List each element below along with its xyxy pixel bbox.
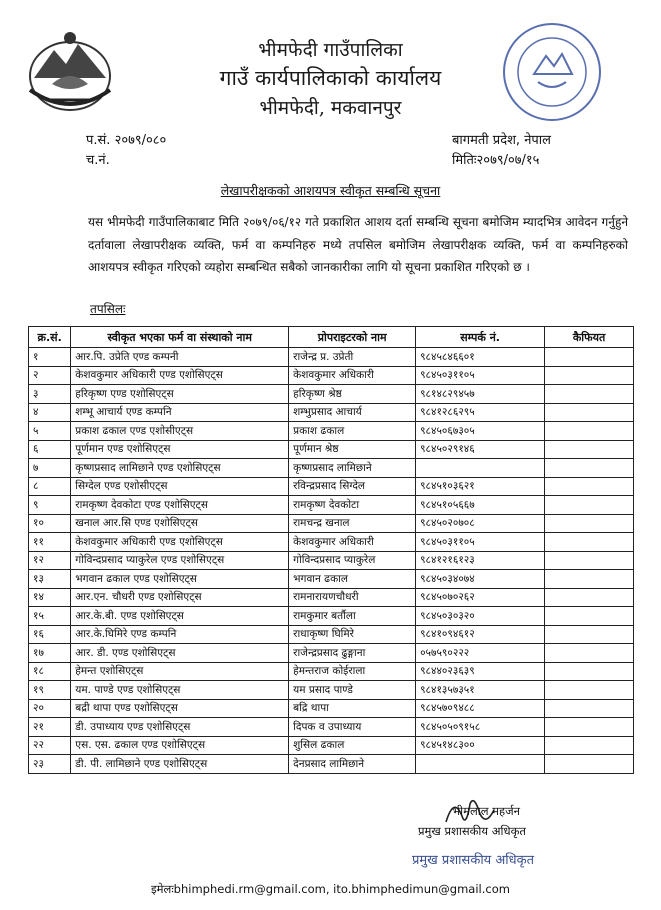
- contact-cell: ९८४५०६७३०५: [416, 422, 545, 441]
- proprietor-cell: दिपक व उपाध्याय: [289, 718, 416, 737]
- proprietor-cell: राधाकृष्ण घिमिरे: [289, 625, 416, 644]
- table-row: [29, 755, 634, 774]
- proprietor-cell: रविन्द्रप्रसाद सिग्देल: [289, 477, 416, 496]
- remarks-cell: [545, 718, 634, 737]
- contact-cell: ९८४४०२३६३९: [416, 662, 545, 681]
- table-row: [29, 403, 634, 422]
- remarks-cell: [545, 385, 634, 404]
- serial-cell: १४: [29, 588, 71, 607]
- serial-cell: १७: [29, 644, 71, 663]
- table-row: [29, 570, 634, 589]
- proprietor-cell: रामकृष्ण देवकोटा: [289, 496, 416, 515]
- column-header: सम्पर्क नं.: [416, 327, 545, 348]
- firm-name-cell: हेमन्त एशोसिएट्स: [71, 662, 289, 681]
- proprietor-cell: केशवकुमार अधिकारी: [289, 366, 416, 385]
- table-row: [29, 514, 634, 533]
- table-row: [29, 681, 634, 700]
- table-row: [29, 662, 634, 681]
- table-row: [29, 366, 634, 385]
- serial-cell: ९: [29, 496, 71, 515]
- remarks-cell: [545, 699, 634, 718]
- serial-cell: ११: [29, 533, 71, 552]
- contact-cell: ९८४५१०३६२१: [416, 477, 545, 496]
- contact-cell: ०५७५९०२२२: [416, 644, 545, 663]
- serial-cell: १९: [29, 681, 71, 700]
- remarks-cell: [545, 736, 634, 755]
- table-row: [29, 459, 634, 478]
- reference-number: प.सं. २०७९/०८०: [86, 133, 167, 148]
- contact-cell: ९८४५८४६६०१: [416, 348, 545, 367]
- remarks-cell: [545, 422, 634, 441]
- contact-cell: ९८४५०२९१४६: [416, 440, 545, 459]
- serial-cell: १०: [29, 514, 71, 533]
- firm-name-cell: रामकृष्ण देवकोटा एण्ड एशोसिएट्स: [71, 496, 289, 515]
- column-header: स्वीकृत भएका फर्म वा संस्थाको नाम: [71, 327, 289, 348]
- proprietor-cell: यम प्रसाद पाण्डे: [289, 681, 416, 700]
- remarks-cell: [545, 514, 634, 533]
- contact-cell: ९८४५०३११०५: [416, 366, 545, 385]
- table-row: [29, 440, 634, 459]
- table-row: [29, 477, 634, 496]
- dispatch-number: च.नं.: [86, 153, 110, 168]
- firm-name-cell: आर.के.घिमिरे एण्ड कम्पनि: [71, 625, 289, 644]
- table-row: [29, 644, 634, 663]
- proprietor-cell: देनप्रसाद लामिछाने: [289, 755, 416, 774]
- serial-cell: ८: [29, 477, 71, 496]
- table-row: [29, 422, 634, 441]
- firm-name-cell: यम. पाण्डे एण्ड एशोसिएट्स: [71, 681, 289, 700]
- proprietor-cell: राजेन्द्रप्रसाद ढुङ्गाना: [289, 644, 416, 663]
- table-row: [29, 551, 634, 570]
- column-header: कैफियत: [545, 327, 634, 348]
- firm-name-cell: डी. पी. लामिछाने एण्ड एशोसिएट्स: [71, 755, 289, 774]
- firm-name-cell: बद्री थापा एण्ड एशोसिएट्स: [71, 699, 289, 718]
- table-row: [29, 588, 634, 607]
- contact-cell: ९८४१०९४६१२: [416, 625, 545, 644]
- proprietor-cell: केशवकुमार अधिकारी: [289, 533, 416, 552]
- contact-cell: [416, 459, 545, 478]
- table-row: [29, 699, 634, 718]
- serial-cell: ६: [29, 440, 71, 459]
- serial-cell: १३: [29, 570, 71, 589]
- contact-cell: ९८४५१४८३००: [416, 736, 545, 755]
- firm-name-cell: शम्भू आचार्य एण्ड कम्पनि: [71, 403, 289, 422]
- signatory-title: प्रमुख प्रशासकीय अधिकृत: [418, 824, 526, 838]
- firm-name-cell: सिग्देल एण्ड एशोसीएट्स: [71, 477, 289, 496]
- serial-cell: १५: [29, 607, 71, 626]
- proprietor-cell: कृष्णप्रसाद लामिछाने: [289, 459, 416, 478]
- notice-date: मितिः२०७९/०७/१५: [452, 153, 540, 168]
- table-row: [29, 736, 634, 755]
- proprietor-cell: रामकुमार बर्तौला: [289, 607, 416, 626]
- remarks-cell: [545, 348, 634, 367]
- serial-cell: १८: [29, 662, 71, 681]
- table-header-row: [29, 327, 634, 348]
- serial-cell: १: [29, 348, 71, 367]
- contact-cell: ९८४५०५०९१५८: [416, 718, 545, 737]
- remarks-cell: [545, 403, 634, 422]
- remarks-cell: [545, 588, 634, 607]
- contact-cell: [416, 755, 545, 774]
- firm-name-cell: डी. उपाध्याय एण्ड एशोसिएट्स: [71, 718, 289, 737]
- serial-cell: १२: [29, 551, 71, 570]
- contact-cell: ९८४१२८६२९५: [416, 403, 545, 422]
- proprietor-cell: बद्रि थापा: [289, 699, 416, 718]
- firm-name-cell: एस. एस. ढकाल एण्ड एशोसिएट्स: [71, 736, 289, 755]
- serial-cell: २३: [29, 755, 71, 774]
- designation-stamp: प्रमुख प्रशासकीय अधिकृत: [412, 853, 535, 868]
- proprietor-cell: पूर्णमान श्रेष्ठ: [289, 440, 416, 459]
- footer-emails: इमेलःbhimphedi.rm@gmail.com, ito.bhimphedimun@gmail.com: [151, 882, 510, 896]
- contact-cell: ९८४५०३११०५: [416, 533, 545, 552]
- remarks-cell: [545, 607, 634, 626]
- serial-cell: २२: [29, 736, 71, 755]
- serial-cell: ७: [29, 459, 71, 478]
- proprietor-cell: भगवान ढकाल: [289, 570, 416, 589]
- remarks-cell: [545, 533, 634, 552]
- remarks-cell: [545, 551, 634, 570]
- proprietor-cell: शुसिल ढकाल: [289, 736, 416, 755]
- table-row: [29, 496, 634, 515]
- serial-cell: ३: [29, 385, 71, 404]
- remarks-cell: [545, 477, 634, 496]
- firm-name-cell: कृष्णप्रसाद लामिछाने एण्ड एशोसिएट्स: [71, 459, 289, 478]
- firm-name-cell: हरिकृष्ण एण्ड एशोसिएट्स: [71, 385, 289, 404]
- remarks-cell: [545, 496, 634, 515]
- table-row: [29, 718, 634, 737]
- serial-cell: १६: [29, 625, 71, 644]
- table-body: [29, 348, 634, 774]
- firm-name-cell: भगवान ढकाल एण्ड एशोसिएट्स: [71, 570, 289, 589]
- notice-body: यस भीमफेदी गाउँपालिकाबाट मिति २०७९/०६/१२ गते प्रकाशित आशय दर्ता सम्बन्धि सूचना बमोजिम म्यादभित्र आवेदन गर्नुहुने दर्तावाला लेखापरीक्षक व्यक्ति, फर्म वा कम्पनिहरु मध्ये तपसिल बमोजिम लेखापरीक्षक व्यक्ति, फर्म वा कम्पनिहरुको आशयपत्र स्वीकृत गरिएको व्यहोरा सम्बन्धित सबैको जानकारीका लागि यो सूचना प्रकाशित गरिएको छ ।: [88, 215, 628, 274]
- signatory-name: भीमलाल महर्जन: [452, 804, 521, 818]
- remarks-cell: [545, 625, 634, 644]
- serial-cell: ५: [29, 422, 71, 441]
- contact-cell: ९८४१३५७३५१: [416, 681, 545, 700]
- proprietor-cell: शम्भुप्रसाद आचार्य: [289, 403, 416, 422]
- proprietor-cell: हेमन्तराज कोईराला: [289, 662, 416, 681]
- contact-cell: ९८४१२१६१२३: [416, 551, 545, 570]
- table-row: [29, 625, 634, 644]
- contact-cell: ९८४५०३०३२०: [416, 607, 545, 626]
- remarks-cell: [545, 681, 634, 700]
- table-row: [29, 533, 634, 552]
- approved-auditors-table: [28, 326, 634, 774]
- firm-name-cell: पूर्णमान एण्ड एशोसिएट्स: [71, 440, 289, 459]
- firm-name-cell: आर.पि. उप्रेति एण्ड कम्पनी: [71, 348, 289, 367]
- table-row: [29, 607, 634, 626]
- firm-name-cell: केशवकुमार अधिकारी एण्ड एशोसिएट्स: [71, 533, 289, 552]
- proprietor-cell: रामनारायणचौधरी: [289, 588, 416, 607]
- province-label: बागमती प्रदेश, नेपाल: [452, 133, 551, 148]
- contact-cell: ९८४५१०५६६७: [416, 496, 545, 515]
- firm-name-cell: आर. डी. एण्ड एशोसिएट्स: [71, 644, 289, 663]
- serial-cell: २०: [29, 699, 71, 718]
- remarks-cell: [545, 662, 634, 681]
- firm-name-cell: केशवकुमार अधिकारी एण्ड एशोसिएट्स: [71, 366, 289, 385]
- proprietor-cell: राजेन्द्र प्र. उप्रेती: [289, 348, 416, 367]
- office-name: गाउँ कार्यपालिकाको कार्यालय: [219, 66, 442, 90]
- table-row: [29, 348, 634, 367]
- contact-cell: ९८४५०३४०७४: [416, 570, 545, 589]
- serial-cell: २: [29, 366, 71, 385]
- remarks-cell: [545, 366, 634, 385]
- firm-name-cell: गोविन्दप्रसाद प्याकुरेल एण्ड एशोसिएट्स: [71, 551, 289, 570]
- proprietor-cell: प्रकाश ढकाल: [289, 422, 416, 441]
- remarks-cell: [545, 644, 634, 663]
- firm-name-cell: आर.एन. चौधरी एण्ड एशोसिएट्स: [71, 588, 289, 607]
- remarks-cell: [545, 570, 634, 589]
- remarks-cell: [545, 755, 634, 774]
- firm-name-cell: खनाल आर.सि एण्ड एशोसिएट्स: [71, 514, 289, 533]
- contact-cell: ९८४५०२०७०८: [416, 514, 545, 533]
- list-label: तपसिलः: [90, 302, 126, 316]
- org-name: भीमफेदी गाउँपालिका: [258, 39, 403, 61]
- office-address: भीमफेदी, मकवानपुर: [259, 97, 402, 119]
- contact-cell: ९८४५७०९४८८: [416, 699, 545, 718]
- column-header: प्रोपराइटरको नाम: [289, 327, 416, 348]
- firm-name-cell: प्रकाश ढकाल एण्ड एशोसीएट्स: [71, 422, 289, 441]
- column-header: क्र.सं.: [29, 327, 71, 348]
- firm-name-cell: आर.के.बी. एण्ड एशोसिएट्स: [71, 607, 289, 626]
- proprietor-cell: गोविन्दप्रसाद प्याकुरेल: [289, 551, 416, 570]
- proprietor-cell: हरिकृष्ण श्रेष्ठ: [289, 385, 416, 404]
- notice-subject: लेखापरीक्षकको आशयपत्र स्वीकृत सम्बन्धि सूचना: [220, 183, 441, 198]
- proprietor-cell: रामचन्द्र खनाल: [289, 514, 416, 533]
- serial-cell: ४: [29, 403, 71, 422]
- remarks-cell: [545, 440, 634, 459]
- remarks-cell: [545, 459, 634, 478]
- contact-cell: ९८४५०७०२६२: [416, 588, 545, 607]
- contact-cell: ९८१४८२९४५७: [416, 385, 545, 404]
- serial-cell: २१: [29, 718, 71, 737]
- table-row: [29, 385, 634, 404]
